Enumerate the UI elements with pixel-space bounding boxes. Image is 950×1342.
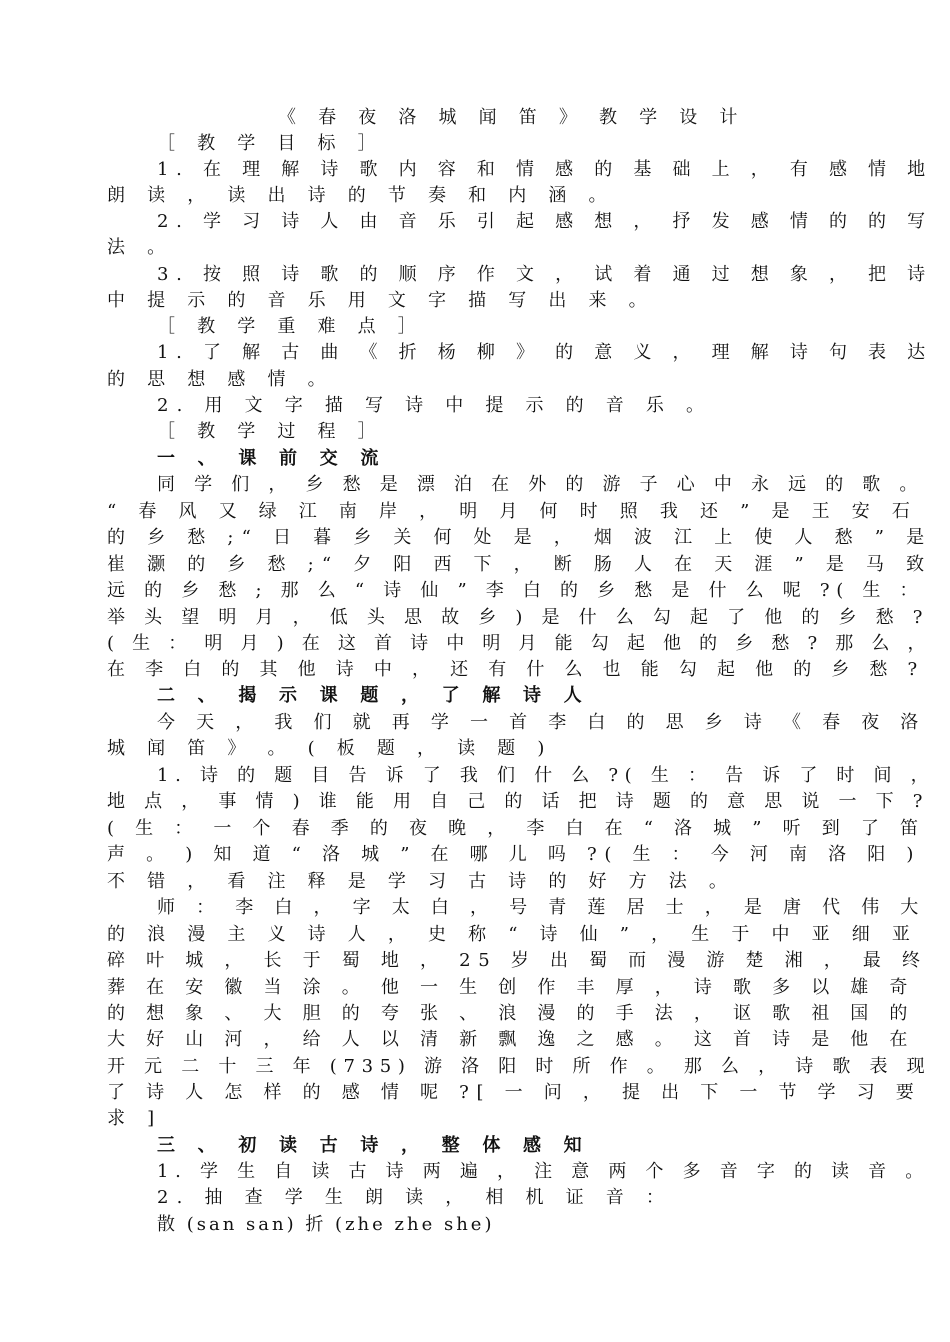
text-line: 朗 读 ， 读 出 诗 的 节 奏 和 内 涵 。	[107, 185, 615, 206]
text-line: 开 元 二 十 三 年 (735) 游 洛 阳 时 所 作 。 那 么 ， 诗 歌 表 现	[107, 1056, 932, 1077]
text-line: 碎 叶 城 ， 长 于 蜀 地 ， 25 岁 出 蜀 而 漫 游 楚 湘 ， 最 终	[107, 950, 928, 971]
text-line: 今 天 ， 我 们 就 再 学 一 首 李 白 的 思 乡 诗 《 春 夜 洛	[157, 712, 927, 733]
text-line: 师 ： 李 白 ， 字 太 白 ， 号 青 莲 居 士 ， 是 唐 代 伟 大	[157, 897, 927, 918]
section-heading: ［ 教 学 过 程 ］	[157, 421, 384, 442]
text-line: 大 好 山 河 ， 给 人 以 清 新 飘 逸 之 感 。 这 首 诗 是 他 在	[107, 1029, 916, 1050]
text-line: 的 思 想 感 情 。	[107, 369, 334, 390]
text-line: ( 生 ： 一 个 春 季 的 夜 晚 ， 李 白 在 “ 洛 城 ” 听 到 了 笛	[107, 818, 926, 839]
text-line: “ 春 风 又 绿 江 南 岸 ， 明 月 何 时 照 我 还 ” 是 王 安 石	[107, 501, 919, 522]
text-line: 2. 用 文 字 描 写 诗 中 提 示 的 音 乐 。	[157, 395, 713, 416]
bold-heading: 一 、 课 前 交 流	[157, 448, 387, 469]
text-line: 城 闻 笛 》 。 ( 板 题 ， 读 题 )	[107, 738, 553, 759]
document-title: 《 春 夜 洛 城 闻 笛 》 教 学 设 计	[278, 107, 746, 128]
text-line: 的 浪 漫 主 义 诗 人 ， 史 称 “ 诗 仙 ” ， 生 于 中 亚 细 亚	[107, 924, 919, 945]
text-line: ( 生 ： 明 月 ) 在 这 首 诗 中 明 月 能 勾 起 他 的 乡 愁 ? 那 么 ，	[107, 633, 932, 654]
text-line: 葬 在 安 徽 当 涂 。 他 一 生 创 作 丰 厚 ， 诗 歌 多 以 雄 奇	[107, 977, 916, 998]
section-heading: ［ 教 学 重 难 点 ］	[157, 316, 424, 337]
text-line: 1. 在 理 解 诗 歌 内 容 和 情 感 的 基 础 上 ， 有 感 情 地	[157, 159, 933, 180]
text-line: 中 提 示 的 音 乐 用 文 字 描 写 出 来 。	[107, 290, 655, 311]
text-line: 远 的 乡 愁 ; 那 么 “ 诗 仙 ” 李 白 的 乡 愁 是 什 么 呢 ?( 生 ：	[107, 580, 925, 601]
text-line: 法 。	[107, 237, 174, 258]
text-line: 1. 学 生 自 读 古 诗 两 遍 ， 注 意 两 个 多 音 字 的 读 音 。	[157, 1161, 931, 1182]
text-line: 3. 按 照 诗 歌 的 顺 序 作 文 ， 试 着 通 过 想 象 ， 把 诗	[157, 264, 933, 285]
text-line: 同 学 们 ， 乡 愁 是 漂 泊 在 外 的 游 子 心 中 永 远 的 歌 。	[157, 474, 925, 495]
text-line: 2. 抽 查 学 生 朗 读 ， 相 机 证 音 ：	[157, 1187, 673, 1208]
text-line: 崔 灏 的 乡 愁 ;“ 夕 阳 西 下 ， 断 肠 人 在 天 涯 ” 是 马 致	[107, 554, 933, 575]
section-heading: ［ 教 学 目 标 ］	[157, 133, 384, 154]
text-line: 求 ]	[107, 1108, 163, 1129]
text-line: 的 想 象 、 大 胆 的 夸 张 、 浪 漫 的 手 法 ， 讴 歌 祖 国 的	[107, 1003, 916, 1024]
text-line: 1. 诗 的 题 目 告 诉 了 我 们 什 么 ?( 生 ： 告 诉 了 时 间 ，	[157, 765, 936, 786]
text-line: 声 。 ) 知 道 “ 洛 城 ” 在 哪 儿 吗 ?( 生 ： 今 河 南 洛 阳 )	[107, 844, 922, 865]
text-line: 2. 学 习 诗 人 由 音 乐 引 起 感 想 ， 抒 发 感 情 的 的 写	[157, 211, 933, 232]
text-line: 不 错 ， 看 注 释 是 学 习 古 诗 的 好 方 法 。	[107, 871, 736, 892]
text-line: 1. 了 解 古 曲 《 折 杨 柳 》 的 意 义 ， 理 解 诗 句 表 达	[157, 342, 933, 363]
text-line: 的 乡 愁 ;“ 日 暮 乡 关 何 处 是 ， 烟 波 江 上 使 人 愁 ” 是	[107, 527, 933, 548]
text-line: 了 诗 人 怎 样 的 感 情 呢 ?[ 一 问 ， 提 出 下 一 节 学 习 要	[107, 1082, 922, 1103]
bold-heading: 三 、 初 读 古 诗 ， 整 体 感 知	[157, 1135, 590, 1156]
text-line: 在 李 白 的 其 他 诗 中 ， 还 有 什 么 也 能 勾 起 他 的 乡 愁 ?	[107, 659, 925, 680]
text-line: 散 (san san) 折 (zhe zhe she)	[157, 1214, 495, 1235]
text-line: 举 头 望 明 月 ， 低 头 思 故 乡 ) 是 什 么 勾 起 了 他 的 乡 愁 ?	[107, 607, 930, 628]
bold-heading: 二 、 揭 示 课 题 ， 了 解 诗 人	[157, 685, 590, 706]
text-line: 地 点 ， 事 情 ) 谁 能 用 自 己 的 话 把 诗 题 的 意 思 说 一 下 ?	[107, 791, 930, 812]
